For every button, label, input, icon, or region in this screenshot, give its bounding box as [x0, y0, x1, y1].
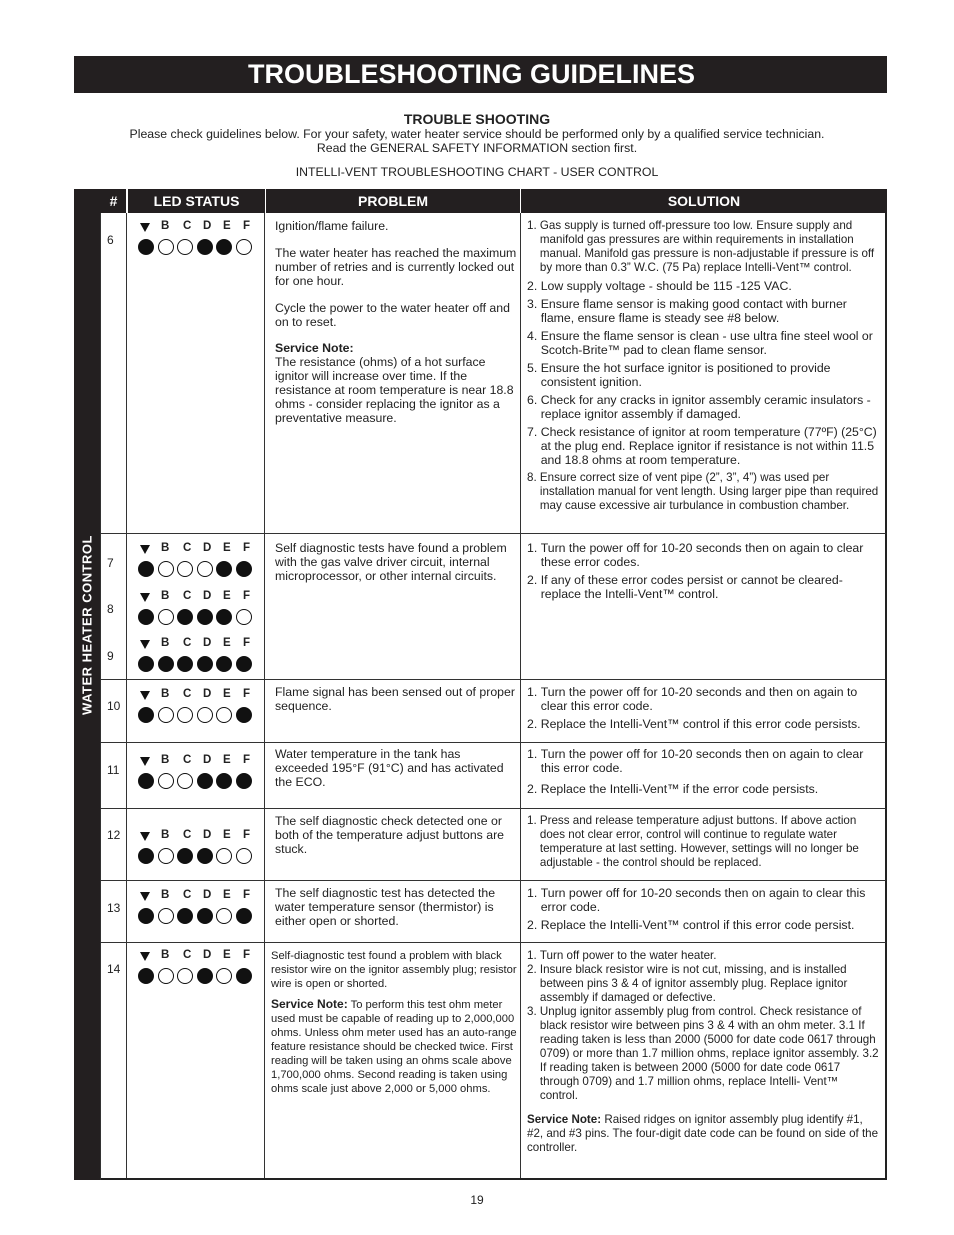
led-on-icon: [177, 848, 193, 864]
led-on-icon: [138, 656, 154, 672]
service-note-text: To perform this test ohm meter used must be capable of reading up to 2,000,000 ohms. Unless ohm meter used has an auto-range feature resistance should be checked twice. First reading will be taken using an ohms scale above 1,700,000 ohms. Second reading is taken using ohms scale just above 2,000 or 5,000 ohms.: [271, 999, 517, 1095]
led-letter: C: [183, 220, 192, 232]
led-on-icon: [216, 656, 232, 672]
led-letter: F: [243, 220, 251, 232]
problem-paragraph: The water heater has reached the maximum number of retries and is currently locked out for one hour.: [275, 246, 517, 288]
solution-text: Turn the power off for 10-20 seconds and then on again to clear this error code.: [540, 685, 858, 713]
led-letter-row: [138, 590, 258, 604]
col-header-led: LED STATUS: [127, 189, 265, 213]
problem-paragraph: Cycle the power to the water heater off and on to reset.: [275, 301, 510, 329]
led-off-icon: [158, 609, 174, 625]
solution-number: 2.: [527, 573, 541, 587]
col-header-num: #: [101, 189, 126, 213]
led-letter: E: [223, 542, 231, 554]
error-code-number: 12: [107, 828, 121, 842]
problem-paragraph: Self-diagnostic test found a problem with black resistor wire on the ignitor assembly plug; resistor wire is open or shorted.: [271, 950, 517, 990]
led-letter: C: [183, 829, 192, 841]
solution-item: [527, 685, 879, 713]
solution-number: 5.: [527, 361, 541, 375]
led-letter-row: [138, 754, 258, 768]
solution-list: [527, 219, 879, 513]
solution-text: Check resistance of ignitor at room temperature (77ºF) (25°C) at the plug end. Replace ignitor if resistance is not within 11.5 and 18.8 ohms at room temperature.: [540, 425, 877, 467]
led-letter: F: [243, 637, 251, 649]
solution-list: [527, 747, 879, 796]
led-off-icon: [177, 561, 193, 577]
solution-text: Ensure flame sensor is making good contact with burner flame, ensure flame is steady see #8 below.: [540, 297, 847, 325]
service-note-label: Service Note:: [275, 341, 354, 355]
error-code-number: 11: [107, 763, 120, 777]
problem-paragraph: Self diagnostic tests have found a problem with the gas valve driver circuit, internal microprocessor, or other internal circuits.: [275, 541, 507, 583]
error-code-number: 8: [107, 602, 114, 616]
service-note-text: The resistance (ohms) of a hot surface ignitor will increase over time. If the resistance at room temperature is near 18.8 ohms - consider replacing the ignitor as a preventative measure.: [275, 355, 514, 425]
led-on-icon: [138, 239, 154, 255]
solution-number: 2.: [527, 279, 541, 293]
solution-item: [527, 886, 879, 914]
led-letter: B: [161, 889, 170, 901]
solution-text: Ensure correct size of vent pipe (2”, 3”, 4”) was used per installation manual for vent length. Using larger pipe than required may cause excessive air turbulance in combustion chamber.: [539, 471, 879, 512]
led-on-icon: [138, 908, 154, 924]
led-letter: E: [223, 754, 231, 766]
solution-item: [527, 471, 879, 513]
table-cell: [126, 213, 265, 534]
led-letter: E: [223, 889, 231, 901]
led-letter: B: [161, 590, 170, 602]
down-triangle-icon: [140, 952, 150, 961]
led-letter: F: [243, 889, 251, 901]
led-letter: D: [203, 542, 212, 554]
solution-list: [527, 685, 879, 731]
solution-item: [527, 297, 879, 325]
led-status-indicator: [138, 590, 258, 627]
led-on-icon: [138, 773, 154, 789]
led-letter: C: [183, 889, 192, 901]
problem-text: [275, 747, 517, 789]
led-status-indicator: [138, 637, 258, 674]
section-title: TROUBLE SHOOTING: [403, 111, 551, 127]
led-letter: D: [203, 220, 212, 232]
problem-text: [275, 219, 517, 425]
led-off-icon: [158, 773, 174, 789]
led-on-icon: [197, 609, 213, 625]
led-off-icon: [158, 968, 174, 984]
led-dot-row: [138, 561, 258, 579]
chart-title: INTELLI-VENT TROUBLESHOOTING CHART - USER CONTROL: [295, 165, 659, 179]
solution-text: Insure black resistor wire is not cut, missing, and is installed between pins 3 & 4 of ignitor assembly plug. Replace ignitor assembly if damaged or defective.: [539, 963, 848, 1004]
led-dot-row: [138, 656, 258, 674]
service-note: [271, 997, 517, 1096]
led-on-icon: [236, 773, 252, 789]
led-letter: E: [223, 637, 231, 649]
solution-text: Turn the power off for 10-20 seconds then on again to clear this error code.: [540, 747, 864, 775]
col-header-solution: SOLUTION: [520, 189, 887, 213]
led-on-icon: [236, 908, 252, 924]
solution-number: 8.: [527, 471, 540, 484]
led-letter: F: [243, 542, 251, 554]
led-status-indicator: [138, 889, 258, 926]
led-off-icon: [216, 908, 232, 924]
led-off-icon: [216, 707, 232, 723]
solution-item: [527, 393, 879, 421]
problem-paragraph: Flame signal has been sensed out of proper sequence.: [275, 685, 515, 713]
intro-text: [0, 127, 954, 155]
led-letter-row: [138, 829, 258, 843]
solution-text: Ensure the hot surface ignitor is positioned to provide consistent ignition.: [540, 361, 831, 389]
led-off-icon: [158, 707, 174, 723]
led-off-icon: [158, 561, 174, 577]
led-status-indicator: [138, 754, 258, 791]
led-letter: F: [243, 590, 251, 602]
led-letter: C: [183, 949, 192, 961]
side-label: WATER HEATER CONTROL: [79, 535, 95, 715]
solution-number: 1.: [527, 747, 541, 761]
led-on-icon: [197, 968, 213, 984]
solution-service-note: [527, 1113, 879, 1155]
intro-line-1: Please check guidelines below. For your safety, water heater service should be performed only by a qualified service technician.: [129, 127, 825, 141]
error-code-number: 7: [107, 556, 114, 570]
led-letter-row: [138, 220, 258, 234]
led-letter: B: [161, 220, 170, 232]
led-letter: D: [203, 889, 212, 901]
solution-list: [527, 541, 879, 601]
led-status-indicator: [138, 220, 258, 257]
led-letter: C: [183, 590, 192, 602]
problem-paragraph: The self diagnostic test has detected the water temperature sensor (thermistor) is either open or shorted.: [275, 886, 496, 928]
led-letter: F: [243, 949, 251, 961]
led-dot-row: [138, 707, 258, 725]
service-note: [275, 341, 517, 425]
led-dot-row: [138, 908, 258, 926]
led-on-icon: [197, 773, 213, 789]
solution-item: [527, 782, 879, 796]
solution-text: Check for any cracks in ignitor assembly ceramic insulators - replace ignitor assembly if damaged.: [540, 393, 871, 421]
led-on-icon: [216, 609, 232, 625]
down-triangle-icon: [140, 757, 150, 766]
led-letter: B: [161, 754, 170, 766]
solution-text: Gas supply is turned off-pressure too low. Ensure supply and manifold gas pressures are within requirements in installation manual. Manifold gas pressure is non-adjustable if pressure is off by more than 0.3” W.C. (75 Pa) replace Intelli-Vent™ control.: [539, 219, 875, 274]
solution-text: Turn the power off for 10-20 seconds then on again to clear these error codes.: [540, 541, 864, 569]
solution-number: 1.: [527, 541, 541, 555]
led-off-icon: [158, 908, 174, 924]
solution-number: 1.: [527, 685, 541, 699]
led-on-icon: [138, 968, 154, 984]
solution-number: 3.: [527, 1005, 540, 1018]
intro-line-2: Read the GENERAL SAFETY INFORMATION section first.: [316, 141, 638, 155]
led-dot-row: [138, 609, 258, 627]
problem-text: [275, 541, 517, 583]
down-triangle-icon: [140, 691, 150, 700]
down-triangle-icon: [140, 892, 150, 901]
table-cell: [101, 809, 127, 881]
problem-paragraph: Ignition/flame failure.: [275, 219, 389, 233]
solution-number: 2.: [527, 782, 541, 796]
page-number: 19: [470, 1193, 484, 1207]
solution-list: [527, 949, 879, 1155]
led-off-icon: [216, 968, 232, 984]
service-note-text: Raised ridges on ignitor assembly plug identify #1, #2, and #3 pins. The four-digit date code can be found on side of the controller.: [527, 1113, 879, 1154]
led-dot-row: [138, 773, 258, 791]
led-status-indicator: [138, 542, 258, 579]
led-on-icon: [216, 561, 232, 577]
problem-text: [275, 685, 517, 713]
solution-item: [527, 747, 879, 775]
led-on-icon: [177, 656, 193, 672]
led-on-icon: [236, 656, 252, 672]
led-letter: E: [223, 590, 231, 602]
led-status-indicator: [138, 829, 258, 866]
led-on-icon: [197, 656, 213, 672]
led-status-indicator: [138, 688, 258, 725]
led-off-icon: [177, 773, 193, 789]
led-on-icon: [236, 968, 252, 984]
error-code-number: 6: [107, 233, 114, 247]
led-letter: B: [161, 829, 170, 841]
led-off-icon: [158, 239, 174, 255]
down-triangle-icon: [140, 223, 150, 232]
page-banner: [74, 56, 887, 93]
solution-item: [527, 949, 879, 963]
led-letter-row: [138, 889, 258, 903]
led-on-icon: [138, 707, 154, 723]
led-off-icon: [177, 968, 193, 984]
led-on-icon: [158, 656, 174, 672]
led-letter: D: [203, 754, 212, 766]
led-on-icon: [138, 609, 154, 625]
solution-number: 2.: [527, 717, 541, 731]
table-cell: [101, 943, 127, 1180]
solution-number: 1.: [527, 814, 540, 827]
solution-number: 1.: [527, 886, 541, 900]
down-triangle-icon: [140, 832, 150, 841]
solution-item: [527, 219, 879, 275]
solution-number: 1.: [527, 949, 540, 962]
led-letter: E: [223, 829, 231, 841]
col-header-problem: PROBLEM: [265, 189, 520, 213]
led-on-icon: [197, 239, 213, 255]
led-letter-row: [138, 637, 258, 651]
solution-list: [527, 886, 879, 932]
table-cell: [101, 213, 127, 534]
problem-paragraph: Water temperature in the tank has exceeded 195°F (91°C) and has activated the ECO.: [275, 747, 504, 789]
led-letter: E: [223, 220, 231, 232]
solution-text: Unplug ignitor assembly plug from control. Check resistance of black resistor wire between pins 3 & 4 with an ohm meter. 3.1 If reading taken is less than 2000 (5000 for date code 0617 through 0709) or more than 1.7 million ohms, replace ignitor assembly. 3.2 If reading taken is between 2000 (5000 for date code 0617 through 0709) and 1.7 million ohms, replace Intelli- Vent™ control.: [539, 1005, 879, 1102]
solution-item: [527, 814, 879, 870]
solution-text: Press and release temperature adjust buttons. If above action does not clear error, control will continue to regulate water temperature at last setting. However, settings will no longer be adjustable - the control should be replaced.: [539, 814, 859, 869]
solution-text: Replace the Intelli-Vent™ control if this error code persists.: [540, 717, 861, 731]
solution-text: Turn power off for 10-20 seconds then on again to clear this error code.: [540, 886, 866, 914]
led-off-icon: [236, 239, 252, 255]
led-letter: D: [203, 637, 212, 649]
led-on-icon: [216, 239, 232, 255]
led-on-icon: [138, 848, 154, 864]
problem-paragraph: The self diagnostic check detected one or both of the temperature adjust buttons are stuck.: [275, 814, 505, 856]
solution-list: [527, 814, 879, 870]
led-off-icon: [236, 848, 252, 864]
solution-item: [527, 361, 879, 389]
led-letter-row: [138, 949, 258, 963]
led-letter: D: [203, 949, 212, 961]
led-off-icon: [177, 239, 193, 255]
led-letter: C: [183, 688, 192, 700]
error-code-number: 13: [107, 901, 121, 915]
led-letter: F: [243, 688, 251, 700]
solution-item: [527, 279, 879, 293]
led-letter: F: [243, 754, 251, 766]
error-code-number: 10: [107, 699, 121, 713]
led-on-icon: [138, 561, 154, 577]
led-letter-row: [138, 542, 258, 556]
solution-number: 6.: [527, 393, 541, 407]
solution-number: 2.: [527, 918, 541, 932]
solution-item: [527, 541, 879, 569]
led-dot-row: [138, 239, 258, 257]
service-note-label: Service Note:: [271, 997, 348, 1011]
table-cell: [101, 534, 127, 680]
solution-number: 1.: [527, 219, 540, 232]
led-letter: E: [223, 949, 231, 961]
solution-item: [527, 425, 879, 467]
solution-item: [527, 717, 879, 731]
solution-text: Replace the Intelli-Vent™ control if this error code persist.: [540, 918, 855, 932]
led-letter: B: [161, 949, 170, 961]
led-off-icon: [177, 707, 193, 723]
solution-text: Ensure the flame sensor is clean - use ultra fine steel wool or Scotch-Brite™ pad to clean flame sensor.: [540, 329, 873, 357]
solution-text: Turn off power to the water heater.: [539, 949, 717, 962]
led-off-icon: [158, 848, 174, 864]
problem-text: [275, 886, 517, 928]
led-off-icon: [236, 609, 252, 625]
solution-number: 3.: [527, 297, 541, 311]
solution-number: 4.: [527, 329, 541, 343]
solution-number: 2.: [527, 963, 540, 976]
led-on-icon: [216, 773, 232, 789]
solution-item: [527, 918, 879, 932]
led-on-icon: [236, 707, 252, 723]
led-on-icon: [177, 609, 193, 625]
solution-item: [527, 963, 879, 1005]
led-letter: C: [183, 542, 192, 554]
solution-item: [527, 573, 879, 601]
down-triangle-icon: [140, 593, 150, 602]
led-letter: D: [203, 688, 212, 700]
led-letter: C: [183, 637, 192, 649]
led-letter: F: [243, 829, 251, 841]
led-off-icon: [216, 848, 232, 864]
led-letter: B: [161, 542, 170, 554]
led-letter: D: [203, 829, 212, 841]
page-title: TROUBLESHOOTING GUIDELINES: [248, 59, 696, 89]
problem-text: [275, 814, 517, 856]
led-on-icon: [177, 908, 193, 924]
solution-number: 7.: [527, 425, 541, 439]
led-letter: D: [203, 590, 212, 602]
led-status-indicator: [138, 949, 258, 986]
led-on-icon: [197, 908, 213, 924]
led-letter-row: [138, 688, 258, 702]
down-triangle-icon: [140, 545, 150, 554]
solution-item: [527, 1005, 879, 1103]
led-letter: E: [223, 688, 231, 700]
led-on-icon: [236, 561, 252, 577]
led-letter: B: [161, 688, 170, 700]
service-note-label: Service Note:: [527, 1113, 602, 1126]
solution-text: Low supply voltage - should be 115 -125 VAC.: [540, 279, 792, 293]
problem-text: [271, 949, 517, 1096]
led-on-icon: [197, 848, 213, 864]
led-dot-row: [138, 848, 258, 866]
solution-text: If any of these error codes persist or cannot be cleared- replace the Intelli-Vent™ control.: [540, 573, 843, 601]
solution-item: [527, 329, 879, 357]
led-off-icon: [197, 561, 213, 577]
down-triangle-icon: [140, 640, 150, 649]
error-code-number: 14: [107, 962, 121, 976]
solution-text: Replace the Intelli-Vent™ if the error code persists.: [540, 782, 819, 796]
led-letter: B: [161, 637, 170, 649]
led-off-icon: [197, 707, 213, 723]
led-dot-row: [138, 968, 258, 986]
led-letter: C: [183, 754, 192, 766]
error-code-number: 9: [107, 649, 114, 663]
